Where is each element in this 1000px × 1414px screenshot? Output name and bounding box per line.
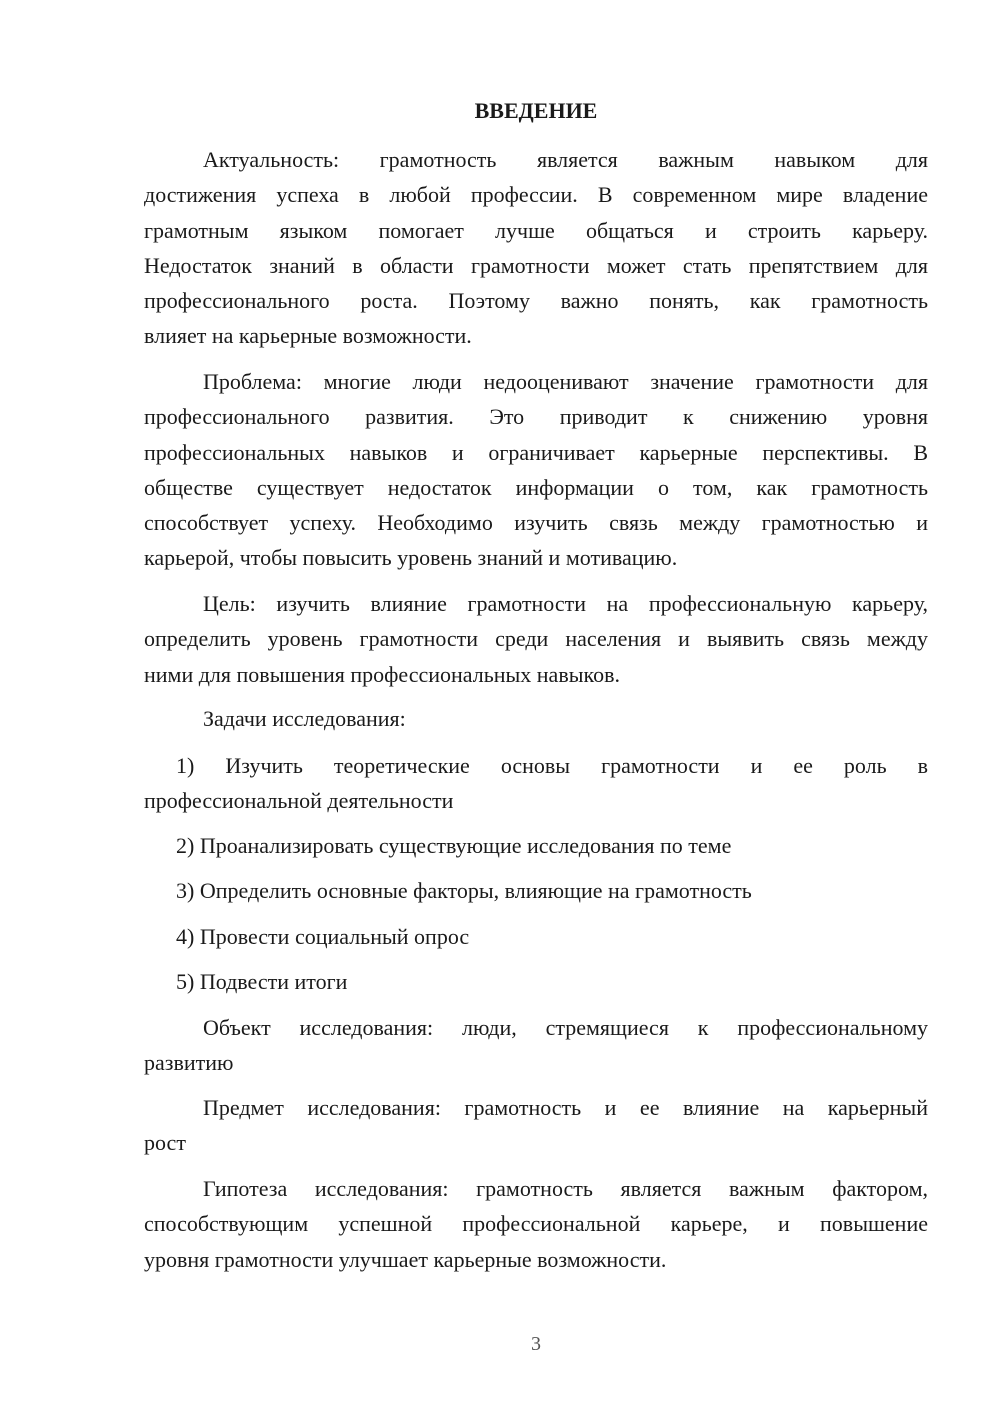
text-line: обществе существует недостаток информации о том, как грамотность: [144, 474, 928, 500]
tasks-heading: Задачи исследования:: [203, 706, 406, 731]
task-item-2: 2) Проанализировать существующие исследования по теме: [176, 833, 732, 858]
subject-paragraph: [144, 1090, 928, 1161]
relevance-paragraph: [144, 142, 928, 354]
text-line: грамотным языком помогает лучше общаться и строить карьеру.: [144, 217, 928, 243]
text-line: Гипотеза исследования: грамотность является важным фактором,: [203, 1176, 928, 1201]
text-line: Цель: изучить влияние грамотности на профессиональную карьеру,: [203, 591, 928, 616]
task-item-4: 4) Провести социальный опрос: [176, 924, 470, 949]
text-line: профессиональной деятельности: [144, 788, 454, 814]
text-line: Недостаток знаний в области грамотности может стать препятствием для: [144, 252, 928, 278]
text-line: способствующим успешной профессиональной карьере, и повышение: [144, 1211, 928, 1237]
goal-paragraph: [144, 586, 928, 692]
text-line: профессиональных навыков и ограничивает карьерные перспективы. В: [144, 439, 928, 465]
page-number: 3: [531, 1333, 541, 1355]
task-item-1: [144, 748, 928, 819]
text-line: Актуальность: грамотность является важным навыком для: [203, 147, 928, 172]
text-line: 1) Изучить теоретические основы грамотности и ее роль в: [176, 753, 928, 778]
task-item-5: 5) Подвести итоги: [176, 969, 348, 994]
text-line: достижения успеха в любой профессии. В современном мире владение: [144, 182, 928, 208]
text-line: развитию: [144, 1050, 234, 1076]
text-line: рост: [144, 1130, 186, 1156]
task-item-3: 3) Определить основные факторы, влияющие на грамотность: [176, 878, 752, 903]
text-line: уровня грамотности улучшает карьерные возможности.: [144, 1246, 667, 1272]
text-line: карьерой, чтобы повысить уровень знаний и мотивацию.: [144, 545, 678, 571]
text-line: профессионального развития. Это приводит к снижению уровня: [144, 404, 928, 430]
page-title: ВВЕДЕНИЕ: [474, 98, 598, 123]
object-paragraph: [144, 1010, 928, 1081]
text-line: профессионального роста. Поэтому важно понять, как грамотность: [144, 288, 928, 314]
text-line: Проблема: многие люди недооценивают значение грамотности для: [203, 369, 928, 394]
text-line: ними для повышения профессиональных навыков.: [144, 661, 620, 687]
text-line: Объект исследования: люди, стремящиеся к профессиональному: [203, 1015, 928, 1040]
problem-paragraph: [144, 364, 928, 576]
text-line: определить уровень грамотности среди населения и выявить связь между: [144, 626, 928, 652]
hypothesis-paragraph: [144, 1171, 928, 1277]
text-line: Предмет исследования: грамотность и ее влияние на карьерный: [203, 1095, 928, 1120]
text-line: способствует успеху. Необходимо изучить связь между грамотностью и: [144, 510, 928, 536]
text-line: влияет на карьерные возможности.: [144, 323, 472, 349]
